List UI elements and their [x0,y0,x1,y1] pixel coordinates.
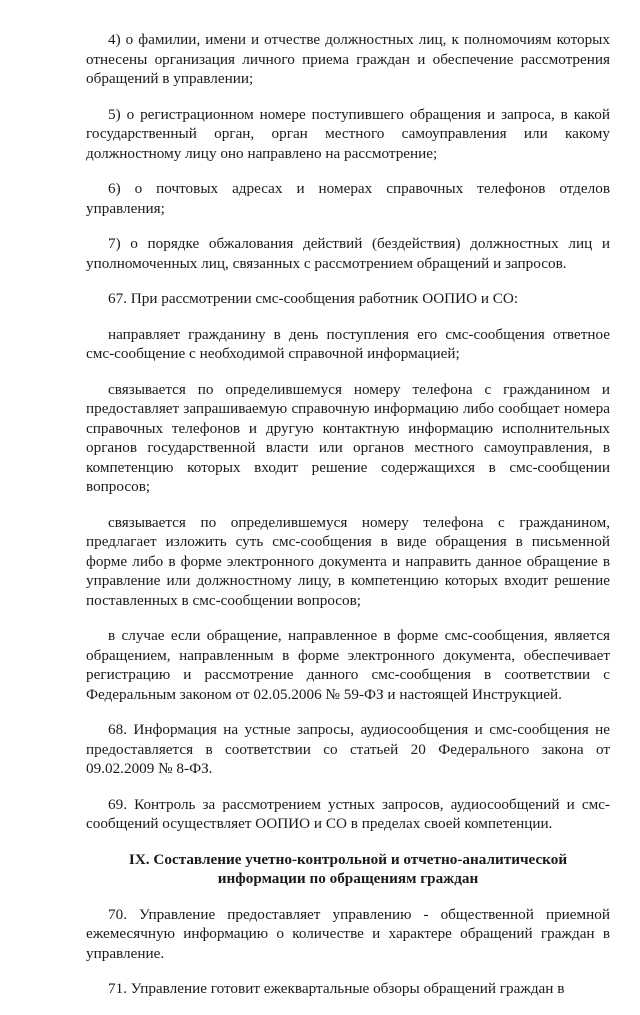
paragraph-item-5: 5) о регистрационном номере поступившего обращения и запроса, в какой государственный орган, орган местного самоуправления или какому должностному лицу оно направлено на рассмотрение; [86,105,610,162]
paragraph-67-sms-reply: направляет гражданину в день поступления его смс-сообщения ответное смс-сообщение с необходимой справочной информацией; [86,325,610,362]
paragraph-item-7: 7) о порядке обжалования действий (бездействия) должностных лиц и уполномоченных лиц, связанных с рассмотрением обращений и запросов. [86,235,610,272]
section-heading-ix: IX. Составление учетно-контрольной и отчетно-аналитической информации по обращениям граждан [128,850,568,887]
paragraph-item-6: 6) о почтовых адресах и номерах справочных телефонов отделов управления; [86,180,610,217]
paragraph-69: 69. Контроль за рассмотрением устных запросов, аудиосообщений и смс-сообщений осуществляет ООПИО и СО в пределах своей компетенции. [86,795,610,832]
paragraph-item-4: 4) о фамилии, имени и отчестве должностных лиц, к полномочиям которых отнесены организация личного приема граждан и обеспечение рассмотрения обращений в управлении; [86,31,610,87]
paragraph-67: 67. При рассмотрении смс-сообщения работник ООПИО и СО: [108,290,519,307]
paragraph-68: 68. Информация на устные запросы, аудиосообщения и смс-сообщения не предоставляется в соответствии со статьей 20 Федерального закона от 09.02.2009 № 8-ФЗ. [86,721,610,777]
paragraph-67-phone-info: связывается по определившемуся номеру телефона с гражданином и предоставляет запрашиваемую справочную информацию либо сообщает номера справочных телефонов и другую контактную информацию исполнительных органов государственной власти или органов местного самоуправления, в компетенцию которых входит решение содержащихся в смс-сообщении вопросов; [86,380,610,495]
paragraph-71: 71. Управление готовит ежеквартальные обзоры обращений граждан в [108,980,565,997]
paragraph-67-phone-written: связывается по определившемуся номеру телефона с гражданином, предлагает изложить суть смс-сообщения в виде обращения в письменной форме либо в форме электронного документа и направить данное обращение в управление или должностному лицу, в компетенцию которых входит решение поставленных в смс-сообщении вопросов; [86,513,610,609]
paragraph-70: 70. Управление предоставляет управлению - общественной приемной ежемесячную информацию о количестве и характере обращений граждан в управление. [86,905,610,962]
document-page [86,30,610,1015]
paragraph-67-electronic: в случае если обращение, направленное в форме смс-сообщения, является обращением, направленным в форме электронного документа, обеспечивает регистрацию и рассмотрение данного смс-сообщения в соответствии с Федеральным законом от 02.05.2006 № 59-ФЗ и настоящей Инструкцией. [86,627,610,703]
